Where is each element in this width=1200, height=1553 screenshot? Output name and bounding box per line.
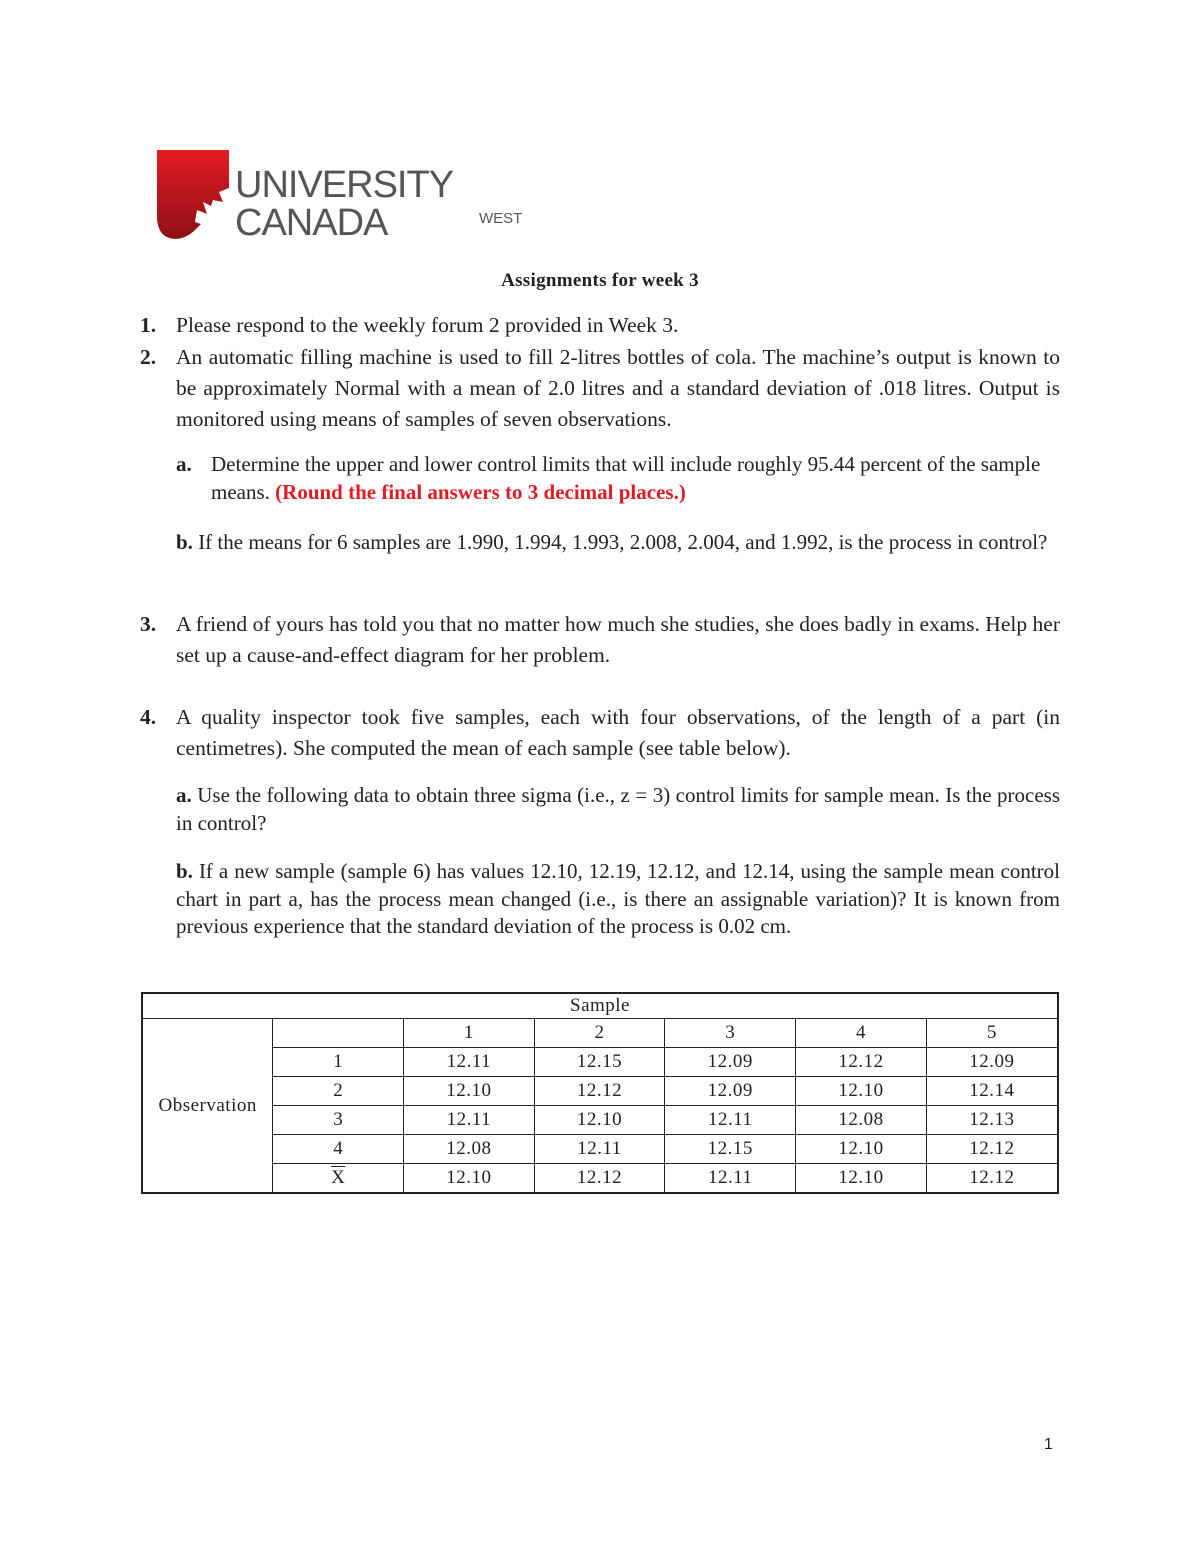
- table-cell: 12.12: [796, 1048, 927, 1077]
- q4a-text: [176, 781, 1060, 837]
- q4-text: A quality inspector took five samples, each with four observations, of the length of a part (in centimetres). She computed the mean of each sample (see table below).: [176, 705, 1060, 760]
- table-row-mean: [142, 1164, 1058, 1194]
- table-cell: 12.10: [534, 1106, 665, 1135]
- table-row: [142, 1077, 1058, 1106]
- table-cell: 12.13: [926, 1106, 1058, 1135]
- table-cell: 12.12: [534, 1077, 665, 1106]
- table-cell: 12.10: [796, 1135, 927, 1164]
- column-header: 3: [665, 1019, 796, 1048]
- page-number: 1: [1044, 1436, 1053, 1453]
- q2b-text: [176, 528, 1060, 556]
- logo-canada-text: CANADA: [235, 202, 388, 244]
- maple-leaf-logo-icon: [157, 150, 233, 242]
- column-header: 5: [926, 1019, 1058, 1048]
- sample-data-table: [141, 992, 1059, 1194]
- column-header: 2: [534, 1019, 665, 1048]
- table-cell: 12.10: [403, 1077, 534, 1106]
- q2b-label: b.: [176, 530, 193, 554]
- corner-cell: [273, 1019, 404, 1048]
- q1-number: 1.: [140, 313, 157, 337]
- q4a-label: a.: [176, 783, 192, 807]
- table-cell: 12.08: [796, 1106, 927, 1135]
- table-cell: 12.14: [926, 1077, 1058, 1106]
- row-label: 2: [273, 1077, 404, 1106]
- logo-west-text: WEST: [479, 210, 523, 227]
- table-row: [142, 1106, 1058, 1135]
- column-header: 4: [796, 1019, 927, 1048]
- q2b-body: If the means for 6 samples are 1.990, 1.994, 1.993, 2.008, 2.004, and 1.992, is the process in control?: [198, 530, 1048, 554]
- q1-text: Please respond to the weekly forum 2 provided in Week 3.: [176, 313, 679, 337]
- table-cell: 12.11: [534, 1135, 665, 1164]
- table-cell: 12.15: [665, 1135, 796, 1164]
- q4b-label: b.: [176, 859, 193, 883]
- logo-university-text: UNIVERSITY: [235, 164, 454, 206]
- table-cell: 12.11: [403, 1048, 534, 1077]
- row-label: 3: [273, 1106, 404, 1135]
- table-cell: 12.11: [665, 1164, 796, 1194]
- table-cell: 12.12: [534, 1164, 665, 1194]
- table-row: [142, 1048, 1058, 1077]
- page-title: Assignments for week 3: [501, 270, 699, 291]
- q4-number: 4.: [140, 705, 157, 729]
- table-cell: 12.15: [534, 1048, 665, 1077]
- table-cell: 12.11: [403, 1106, 534, 1135]
- table-cell: 12.09: [665, 1048, 796, 1077]
- q4b-text: [176, 858, 1060, 941]
- observation-header: Observation: [142, 1019, 273, 1194]
- table-row: [142, 1135, 1058, 1164]
- row-label: 4: [273, 1135, 404, 1164]
- table-cell: 12.09: [926, 1048, 1058, 1077]
- q2a-rounding-note: (Round the final answers to 3 decimal places.): [275, 480, 686, 504]
- table-cell: 12.10: [796, 1077, 927, 1106]
- q2-text: An automatic filling machine is used to fill 2-litres bottles of cola. The machine’s output is known to be approximately Normal with a mean of 2.0 litres and a standard deviation of .018 litres. Output is monitored using means of samples of seven observations.: [176, 345, 1060, 431]
- table-cell: 12.12: [926, 1164, 1058, 1194]
- column-header: 1: [403, 1019, 534, 1048]
- row-label-xbar: $\overline{X}$: [273, 1164, 404, 1194]
- table-cell: 12.10: [796, 1164, 927, 1194]
- q2a-body: Determine the upper and lower control limits that will include roughly 95.44 percent of the sample means.: [211, 452, 1041, 504]
- q4a-body: Use the following data to obtain three sigma (i.e., z = 3) control limits for sample mean. Is the process in control?: [176, 783, 1060, 835]
- university-logo: [157, 150, 523, 244]
- table-cell: 12.09: [665, 1077, 796, 1106]
- table-cell: 12.10: [403, 1164, 534, 1194]
- q2-number: 2.: [140, 345, 157, 369]
- q3-number: 3.: [140, 612, 157, 636]
- table-cell: 12.11: [665, 1106, 796, 1135]
- sample-header: Sample: [142, 993, 1058, 1019]
- q4b-body: If a new sample (sample 6) has values 12.10, 12.19, 12.12, and 12.14, using the sample mean control chart in part a, has the process mean changed (i.e., is there an assignable variation)? It is known from previous experience that the standard deviation of the process is 0.02 cm.: [176, 859, 1061, 938]
- row-label: 1: [273, 1048, 404, 1077]
- q2a-label: a.: [176, 452, 192, 476]
- table-cell: 12.12: [926, 1135, 1058, 1164]
- table-cell: 12.08: [403, 1135, 534, 1164]
- q3-text: A friend of yours has told you that no matter how much she studies, she does badly in exams. Help her set up a cause-and-effect diagram for her problem.: [176, 612, 1060, 667]
- q2a-text: [211, 450, 1061, 506]
